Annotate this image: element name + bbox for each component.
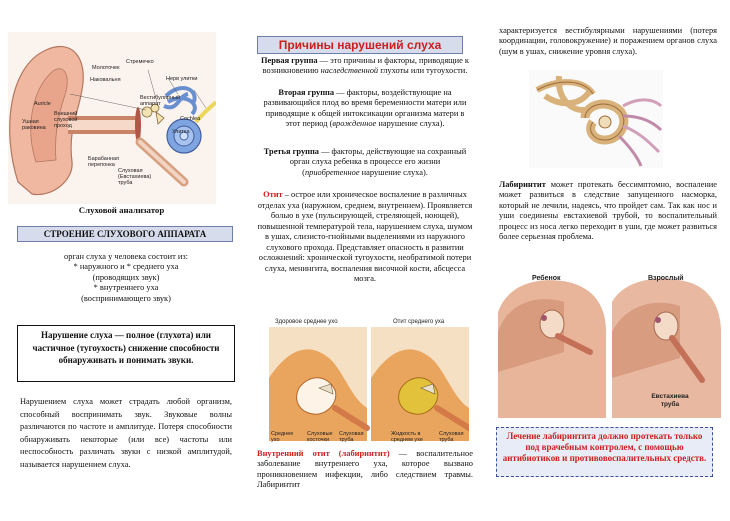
diagram-label-vestibular: Вестибулярный аппарат <box>140 95 181 107</box>
group-2-body: — факторы, воздействующие на развивающийся плод во время беременности матери или приводящие к общей интоксикации организма матери в этот период ( <box>263 88 467 129</box>
column-3 <box>493 0 730 521</box>
hearing-loss-definition-box <box>17 325 235 382</box>
structure-title: СТРОЕНИЕ СЛУХОВОГО АППАРАТА <box>43 229 207 239</box>
group-3-tail: нарушение слуха). <box>359 167 428 177</box>
inner-ear-labyrinth-figure <box>529 70 663 168</box>
structure-list <box>26 252 226 304</box>
structure-line-outer-middle: * наружного и * среднего уха <box>73 262 179 272</box>
otitis-heading: Отит <box>263 190 283 199</box>
otitis-text <box>257 190 473 285</box>
structure-title-bar <box>17 226 233 242</box>
diagram-label-eardrum: Барабанная перепонка <box>88 156 119 168</box>
diagram-label-cochlea: Cochlea <box>180 116 201 122</box>
group-1-tail: глухоты или тугоухости. <box>378 66 468 76</box>
treatment-box <box>496 427 713 477</box>
fig-healthy-ossicles: Слуховые косточки <box>307 431 333 443</box>
photo-label-eustachian-tube: Евстахиева труба <box>651 393 689 408</box>
fig-healthy-middle-ear: Среднее ухо <box>271 431 294 443</box>
group-1-body: — это причины и факторы, приводящие к возникновению <box>262 56 469 76</box>
fig-otitis-title: Отит среднего уха <box>393 319 445 325</box>
group-3-italic: приобретенное <box>304 167 360 177</box>
column-1 <box>0 0 243 521</box>
diagram-label-cochlea-ru: Улитка <box>172 129 190 135</box>
group-3-heading: Третья группа <box>263 147 319 156</box>
diagram-label-pinna: Ушная раковина <box>22 119 46 131</box>
group-3-body: — факторы, действующие на сохранный орган слуха ребенка в процессе его жизни ( <box>289 147 467 177</box>
group-2-tail: нарушение слуха). <box>376 119 445 129</box>
diagram-label-cochlear-nerve: Нерв улитки <box>166 76 198 82</box>
group-1-text <box>261 56 469 77</box>
structure-line-perceiving: (воспринимающего звук) <box>81 293 171 303</box>
labyrinthitis-text <box>499 180 717 242</box>
inner-otitis-body: — воспалительное заболевание внутреннего уха, которое вызвано проникновением инфекции, либо следствием травмы. Лабиринтит <box>257 449 473 490</box>
inner-otitis-text <box>257 449 473 491</box>
group-3-text <box>261 147 469 178</box>
causes-title: Причины нарушений слуха <box>278 38 442 52</box>
group-2-text <box>261 88 469 130</box>
structure-line-conducting: (проводящих звук) <box>92 272 160 282</box>
treatment-text: Лечение лабиринтита должно протекать только под врачебным контролем, с помощью антибиотиков и противовоспалительных средств. <box>502 431 707 463</box>
group-2-italic: врожденное <box>332 119 377 129</box>
fig-healthy-tube: Слуховая труба <box>339 431 364 443</box>
diagram-label-ear-canal: Внешний слуховой проход <box>54 111 78 129</box>
otitis-comparison-figure <box>269 318 469 450</box>
diagram-caption: Слуховой анализатор <box>78 205 165 215</box>
structure-line-inner: * внутреннего уха <box>93 283 159 293</box>
group-1-heading: Первая группа <box>261 56 318 65</box>
hearing-loss-paragraph: Нарушением слуха может страдать любой организм, способный воспринимать звук. Звуковые волны различаются по частоте и амплитуде. Потеря способности обнаруживать некоторые (или все) частоты или неспособность различать звуки с низкой амплитудой, называется нарушением слуха. <box>20 397 232 469</box>
diagram-label-anvil: Наковальня <box>90 77 121 83</box>
otitis-body: – острое или хроническое воспаление в различных отделах уха (наружном, среднем, внутреннем). Проявляется болью в ухе (пульсирующей, стреляющей, ноющей), повышенной температурой тела, нарушением слуха, шумом в ушах, слизисто-гнойными выделениями из наружного слухового прохода. Представляет опасность в развитии осложнений: хронической тугоухости, необратимой потери слуха, менингита, воспаления височной кости, абсцесса мозга. <box>257 190 473 283</box>
causes-title-bar <box>257 36 463 54</box>
ear-anatomy-diagram <box>8 32 216 204</box>
group-1-italic: наследственной <box>320 66 379 76</box>
hearing-loss-definition: Нарушение слуха — полное (глухота) или частичное (тугоухость) снижение способности обнаруживать и понимать звуки. <box>32 330 220 365</box>
column-2 <box>247 0 487 521</box>
photo-label-child: Ребенок <box>532 275 561 282</box>
diagram-label-hammer: Молоточек <box>92 65 120 71</box>
inner-otitis-heading: Внутренний отит (лабиринтит) <box>257 449 390 458</box>
child-adult-eustachian-figure <box>498 272 721 418</box>
labyrinth-illustration <box>529 70 663 168</box>
labyrinthitis-heading: Лабиринтит <box>499 180 546 189</box>
photo-label-adult: Взрослый <box>648 275 684 282</box>
structure-line-intro: орган слуха у человека состоит из: <box>64 252 188 261</box>
fig-healthy-title: Здоровое среднее ухо <box>275 319 338 325</box>
diagram-label-eustachian: Слуховая (Евстахиева) труба <box>118 168 152 186</box>
diagram-label-auricle: Auricle <box>34 101 51 107</box>
group-2-heading: Вторая группа <box>278 88 335 97</box>
fig-otitis-fluid: Жидкость в среднем ухе <box>391 431 423 443</box>
fig-otitis-tube: Слуховая труба <box>439 431 464 443</box>
labyrinthitis-symptoms-text: характеризуется вестибулярными нарушениями (потеря координации, головокружение) и поражением органов слуха (шум в ушах, снижение уровня слуха). <box>499 26 717 56</box>
labyrinthitis-body: может протекать бессимптомно, воспаление может развиться в следствие запущенного насморка, который не лечили, надеясь, что пройдет сам. Так как нос и уши соединены евстахиевой трубой, то воспалительный процесс из носа легко переходит в уши, где может развиться более серьезная проблема. <box>499 180 717 242</box>
diagram-label-stirrup: Стремечко <box>126 59 154 65</box>
